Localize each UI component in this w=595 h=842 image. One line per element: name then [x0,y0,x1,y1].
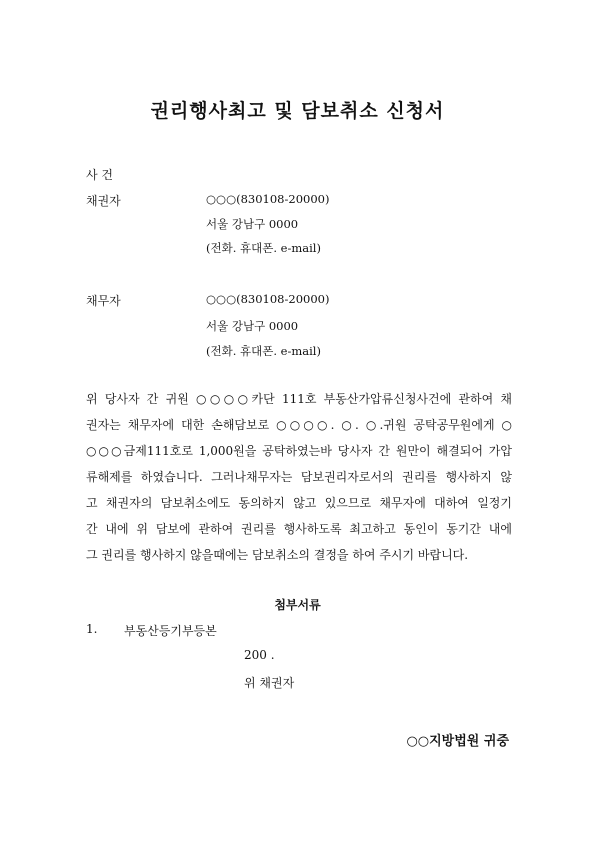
body-line: 고 채권자의 담보취소에도 동의하지 않고 있으므로 채무자에 대하여 일정기 [86,496,512,510]
body-line: 그 권리를 행사하지 않을때에는 담보취소의 결정을 하여 주시기 바랍니다. [86,548,469,562]
creditor-address: 서울 강남구 0000 [206,217,299,231]
court-addressee: ○○지방법원 귀중 [406,734,509,749]
debtor-address: 서울 강남구 0000 [206,319,299,333]
creditor-name: ○○○(830108-20000) [206,192,330,206]
attachment-item: 부동산등기부등본 [124,624,217,638]
attachments-title: 첨부서류 [274,598,321,612]
body-line: 위 당사자 간 귀원 ○○○○카단 111호 부동산가압류신청사건에 관하여 채 [86,392,512,406]
body-line: 류해제를 하였습니다. 그러나채무자는 담보권리자로서의 권리를 행사하지 않 [86,470,512,484]
date-line: 200 . [244,648,275,662]
signer-line: 위 채권자 [244,676,295,690]
body-line: 간 내에 위 담보에 관하여 권리를 행사하도록 최고하고 동인이 동기간 내에 [86,522,512,536]
document-title: 권리행사최고 및 담보취소 신청서 [150,100,445,122]
case-label: 사 건 [86,168,113,182]
creditor-label: 채권자 [86,194,121,208]
body-line: ○○○금제111호로 1,000원을 공탁하였는바 당사자 간 원만이 해결되어 가압 [86,444,512,458]
creditor-contact: (전화. 휴대폰. e-mail) [206,241,321,255]
debtor-contact: (전화. 휴대폰. e-mail) [206,344,321,358]
body-line: 권자는 채무자에 대한 손해담보로 ○○○○. ○. ○.귀원 공탁공무원에게 ○ [86,418,512,432]
debtor-name: ○○○(830108-20000) [206,292,330,306]
debtor-label: 채무자 [86,294,121,308]
attachment-number: 1. [86,622,98,636]
